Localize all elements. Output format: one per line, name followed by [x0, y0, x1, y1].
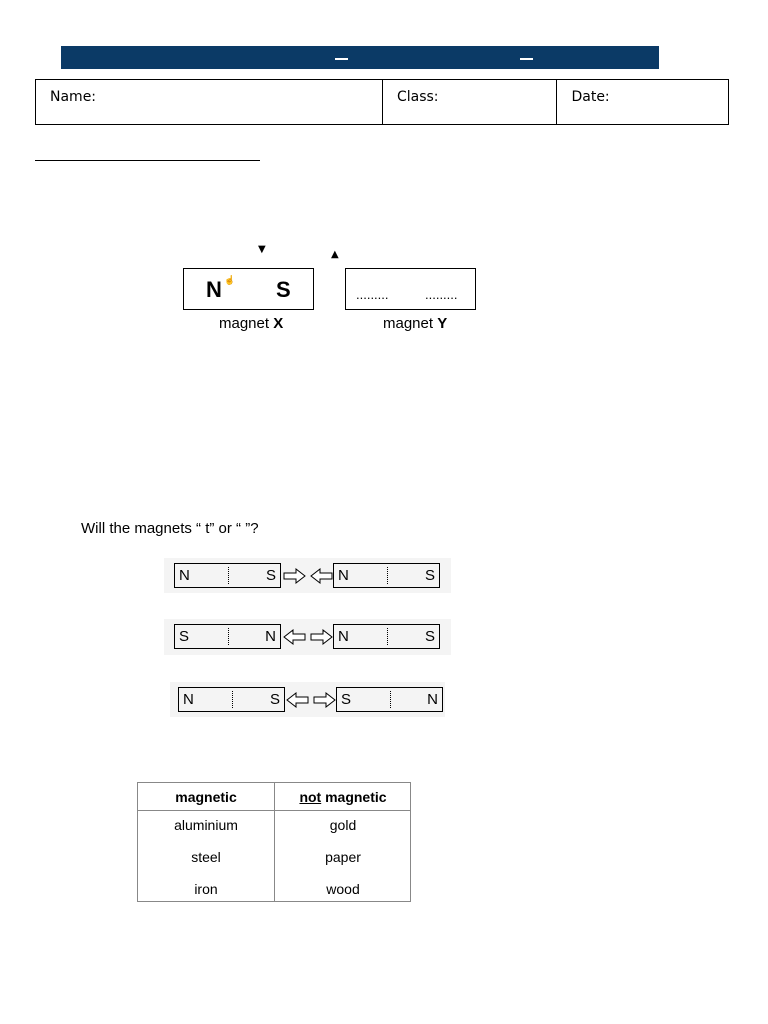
class-label: Class:: [396, 89, 439, 105]
pair-2-right-pole-b: S: [424, 628, 435, 645]
magnet-x: [183, 268, 314, 310]
pair-3-right-pole-a: S: [341, 691, 352, 708]
magnet-divider: [387, 567, 388, 584]
table-cell-magnetic-2: steel: [191, 849, 221, 865]
magnet-y: [345, 268, 476, 310]
table-cell-not-magnetic-1: gold: [329, 817, 357, 833]
magnet-y-blank-right[interactable]: .........: [425, 287, 458, 302]
magnet-divider: [228, 567, 229, 584]
magnet-divider: [228, 628, 229, 645]
magnet-y-caption-letter: Y: [437, 315, 448, 332]
table-cell-magnetic-3: iron: [194, 881, 218, 897]
header-dash: [335, 58, 348, 60]
pair-3-right-pole-b: N: [427, 691, 438, 708]
pair-2-right-pole-a: N: [338, 628, 349, 645]
magnet-divider: [387, 628, 388, 645]
pair-3-right-magnet: [336, 687, 443, 712]
magnet-x-caption-letter: X: [273, 315, 284, 332]
pair-1-right-magnet: [333, 563, 440, 588]
pair-3-left-pole-a: N: [183, 691, 194, 708]
triangle-up-icon: ▲: [331, 249, 339, 260]
arrows-outward-icon: [286, 692, 336, 708]
question-text: Will the magnets “ t” or “ ”?: [81, 520, 259, 537]
magnet-x-caption: [219, 315, 283, 332]
date-cell[interactable]: [557, 80, 728, 124]
class-cell[interactable]: [383, 80, 558, 124]
student-info-table: [35, 79, 729, 125]
pair-2-right-magnet: [333, 624, 440, 649]
name-label: Name:: [50, 89, 97, 105]
table-cell-not-magnetic-3: wood: [326, 881, 360, 897]
pair-3-left-magnet: [178, 687, 285, 712]
date-label: Date:: [571, 89, 610, 105]
triangle-down-icon: ▼: [258, 244, 266, 255]
magnet-divider: [232, 691, 233, 708]
pair-1-right-pole-b: S: [424, 567, 435, 584]
header-not-magnetic: [275, 789, 411, 805]
pair-1-left-pole-a: N: [179, 567, 190, 584]
pair-3-left-pole-b: S: [269, 691, 280, 708]
magnet-x-pole-left: N: [206, 277, 222, 302]
table-header-divider: [138, 810, 410, 811]
header-not-word: not: [299, 789, 322, 805]
magnet-x-pole-right: S: [276, 277, 291, 302]
arrows-inward-icon: [283, 568, 333, 584]
magnet-y-caption-prefix: magnet: [383, 315, 438, 332]
materials-table: [137, 782, 411, 902]
name-cell[interactable]: [36, 80, 383, 124]
hand-cursor-icon: ☝: [224, 275, 236, 285]
pair-1-left-magnet: [174, 563, 281, 588]
header-bar: [61, 46, 659, 69]
magnet-y-blank-left[interactable]: .........: [356, 287, 389, 302]
section-heading-underline: [35, 160, 260, 161]
header-dash: [520, 58, 533, 60]
pair-1-left-pole-b: S: [265, 567, 276, 584]
pair-2-left-pole-b: N: [265, 628, 276, 645]
table-cell-not-magnetic-2: paper: [325, 849, 361, 865]
table-cell-magnetic-1: aluminium: [174, 817, 238, 833]
arrows-outward-icon: [283, 629, 333, 645]
pair-2-left-magnet: [174, 624, 281, 649]
pair-1-right-pole-a: N: [338, 567, 349, 584]
magnet-y-caption: [383, 315, 447, 332]
pair-2-left-pole-a: S: [179, 628, 190, 645]
magnet-divider: [390, 691, 391, 708]
magnet-x-caption-prefix: magnet: [219, 315, 274, 332]
header-magnetic: magnetic: [175, 789, 237, 805]
header-not-rest: magnetic: [321, 789, 387, 805]
